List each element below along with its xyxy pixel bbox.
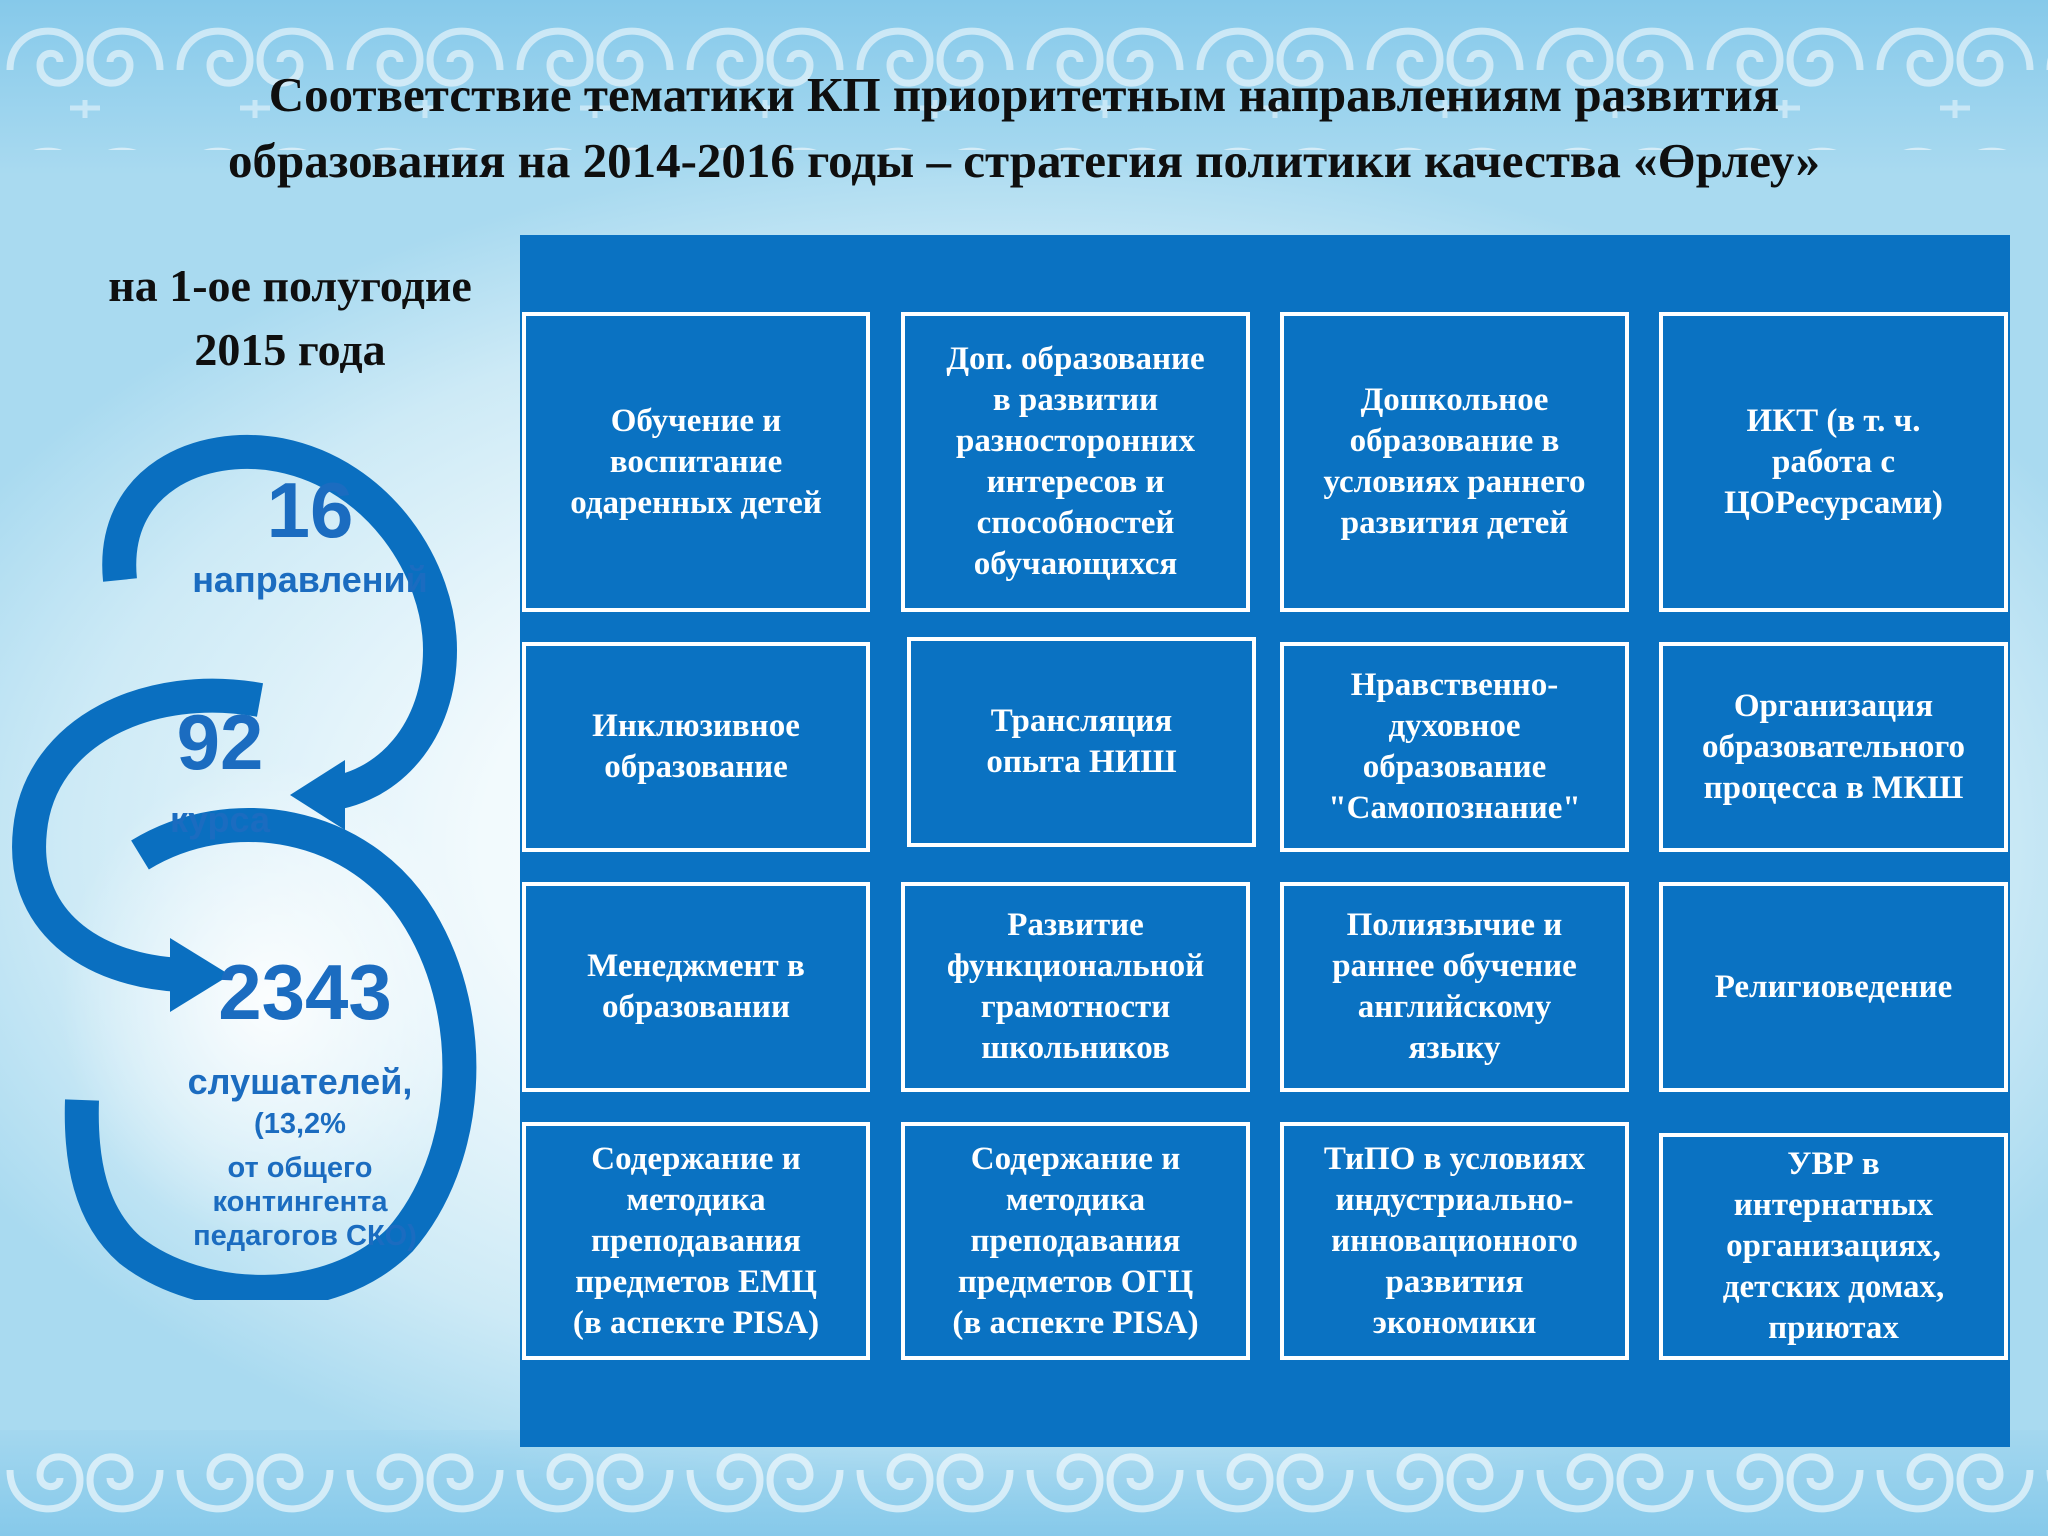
direction-tile-label: Дошкольное образование в условиях раннего развития детей	[1323, 382, 1586, 541]
stats-spiral	[0, 400, 520, 1300]
direction-tile	[1659, 312, 2008, 612]
direction-tile	[522, 642, 870, 852]
slide-title-line-1: Соответствие тематики КП приоритетным направлениям развития	[268, 67, 1780, 122]
direction-tile	[901, 312, 1250, 612]
directions-count: 16	[266, 466, 354, 554]
direction-tile	[522, 312, 870, 612]
direction-tile	[1659, 642, 2008, 852]
listeners-percent: (13,2%	[254, 1108, 346, 1140]
direction-tile	[1280, 882, 1629, 1092]
direction-tile-label: Инклюзивное образование	[592, 708, 800, 785]
direction-tile	[522, 1122, 870, 1360]
direction-tile-label: УВР в интернатных организациях, детских домах, приютах	[1722, 1146, 1945, 1346]
direction-tile	[901, 882, 1250, 1092]
directions-label: направлений	[192, 559, 428, 600]
direction-tile-label: Менеджмент в образовании	[587, 948, 805, 1025]
period-subtitle	[40, 254, 540, 382]
listeners-note-3: педагогов СКО)	[193, 1220, 417, 1252]
direction-tile-label: Содержание и методика преподавания предметов ОГЦ (в аспекте PISA)	[952, 1140, 1199, 1341]
direction-tile	[907, 637, 1256, 847]
direction-tile-label: Религиоведение	[1714, 968, 1953, 1005]
period-subtitle-line-1: на 1-ое полугодие	[108, 260, 472, 311]
period-subtitle-line-2: 2015 года	[194, 324, 386, 375]
direction-tile-label: Нравственно- духовное образование "Самопознание"	[1328, 667, 1581, 826]
direction-tile	[522, 882, 870, 1092]
direction-tile	[1280, 1122, 1629, 1360]
direction-tile	[1659, 882, 2008, 1092]
direction-tile	[1659, 1133, 2008, 1360]
direction-tile-label: Полиязычие и раннее обучение английскому языку	[1332, 907, 1577, 1066]
directions-panel	[520, 235, 2010, 1447]
listeners-label: слушателей,	[187, 1061, 413, 1102]
direction-tile	[901, 1122, 1250, 1360]
direction-tile-label: Обучение и воспитание одаренных детей	[570, 402, 822, 521]
direction-tile-label: Организация образовательного процесса в МКШ	[1701, 687, 1966, 806]
direction-tile-label: Доп. образование в развитии разносторонних интересов и способностей обучающихся	[946, 341, 1205, 582]
direction-tile-label: ИКТ (в т. ч. работа с ЦОРесурсами)	[1724, 402, 1943, 521]
direction-tile	[1280, 642, 1629, 852]
slide-title	[60, 62, 1988, 194]
direction-tile-label: Содержание и методика преподавания предметов ЕМЦ (в аспекте PISA)	[572, 1140, 820, 1341]
courses-label: курса	[169, 799, 271, 840]
listeners-note-1: от общего	[227, 1152, 373, 1184]
listeners-count: 2343	[218, 948, 392, 1036]
direction-tile-label: Трансляция опыта НИШ	[986, 703, 1177, 780]
direction-tile-label: ТиПО в условиях индустриально- инновационного развития экономики	[1323, 1140, 1586, 1341]
direction-tile	[1280, 312, 1629, 612]
direction-tile-label: Развитие функциональной грамотности школьников	[946, 907, 1205, 1066]
courses-count: 92	[176, 698, 264, 786]
slide-title-line-2: образования на 2014-2016 годы – стратегия политики качества «Өрлеу»	[227, 133, 1821, 188]
listeners-note-2: контингента	[212, 1186, 388, 1218]
